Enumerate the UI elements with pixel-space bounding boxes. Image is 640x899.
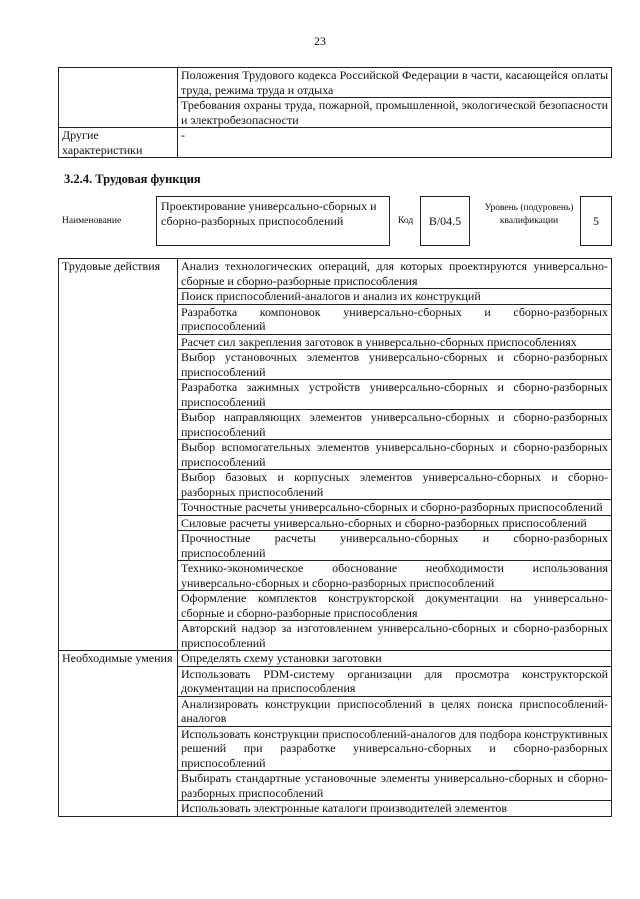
table-row — [59, 259, 612, 289]
table-cell: - — [178, 128, 612, 158]
table-cell: Требования охраны труда, пожарной, промышленной, экологической безопасности и электробезопасности — [178, 98, 612, 128]
row-label-other: Другие характеристики — [59, 128, 178, 158]
labor-action-item: Расчет сил закрепления заготовок в универсально-сборных приспособлениях — [178, 334, 612, 350]
table-row — [59, 651, 612, 667]
labor-actions-label: Трудовые действия — [59, 259, 178, 651]
labor-action-item: Точностные расчеты универсально-сборных и сборно-разборных приспособлений — [178, 500, 612, 516]
labor-action-item: Прочностные расчеты универсально-сборных и сборно-разборных приспособлений — [178, 531, 612, 561]
qualification-level: 5 — [580, 196, 612, 246]
labor-action-item: Технико-экономическое обоснование необходимости использования универсально-сборных и сборно-разборных приспособлений — [178, 561, 612, 591]
labor-action-item: Авторский надзор за изготовлением универсально-сборных и сборно-разборных приспособлений — [178, 621, 612, 651]
labor-action-item: Разработка зажимных устройств универсально-сборных и сборно-разборных приспособлений — [178, 380, 612, 410]
labor-action-item: Выбор вспомогательных элементов универсально-сборных и сборно-разборных приспособлений — [178, 440, 612, 470]
level-label: Уровень (подуровень) квалификации — [484, 203, 574, 226]
required-skill-item: Выбирать стандартные установочные элементы универсально-сборных и сборно-разборных приспособлений — [178, 771, 612, 801]
labor-action-item: Разработка компоновок универсально-сборных и сборно-разборных приспособлений — [178, 304, 612, 334]
section-heading: 3.2.4. Трудовая функция — [64, 172, 201, 186]
labor-action-item: Оформление комплектов конструкторской документации на универсально-сборные и сборно-разборные приспособления — [178, 591, 612, 621]
labor-action-item: Выбор направляющих элементов универсально-сборных и сборно-разборных приспособлений — [178, 410, 612, 440]
name-label: Наименование — [62, 216, 122, 226]
required-skill-item: Использовать PDM-систему организации для просмотра конструкторской документации на приспособления — [178, 666, 612, 696]
knowledge-table-continued — [58, 67, 612, 158]
labor-action-item: Выбор установочных элементов универсально-сборных и сборно-разборных приспособлений — [178, 350, 612, 380]
function-code: B/04.5 — [420, 196, 470, 246]
required-skill-item: Определять схему установки заготовки — [178, 651, 612, 667]
labor-action-item: Силовые расчеты универсально-сборных и сборно-разборных приспособлений — [178, 515, 612, 531]
table-row — [59, 128, 612, 158]
page-number: 23 — [314, 34, 326, 48]
table-row — [59, 68, 612, 98]
labor-action-item: Поиск приспособлений-аналогов и анализ их конструкций — [178, 289, 612, 305]
required-skills-label: Необходимые умения — [59, 651, 178, 817]
function-name: Проектирование универсально-сборных и сборно-разборных приспособлений — [156, 196, 390, 246]
table-cell: Положения Трудового кодекса Российской Федерации в части, касающейся оплаты труда, режима труда и отдыха — [178, 68, 612, 98]
function-header — [58, 196, 612, 246]
code-label: Код — [398, 216, 414, 226]
required-skill-item: Анализировать конструкции приспособлений в целях поиска приспособлений-аналогов — [178, 696, 612, 726]
labor-action-item: Анализ технологических операций, для которых проектируются универсально-сборные и сборно-разборные приспособления — [178, 259, 612, 289]
row-label — [59, 68, 178, 128]
labor-action-item: Выбор базовых и корпусных элементов универсально-сборных и сборно-разборных приспособлений — [178, 470, 612, 500]
required-skill-item: Использовать конструкции приспособлений-аналогов для подбора конструктивных решений при разработке универсально-сборных и сборно-разборных приспособлений — [178, 726, 612, 771]
function-details-table — [58, 258, 612, 817]
required-skill-item: Использовать электронные каталоги производителей элементов — [178, 801, 612, 817]
